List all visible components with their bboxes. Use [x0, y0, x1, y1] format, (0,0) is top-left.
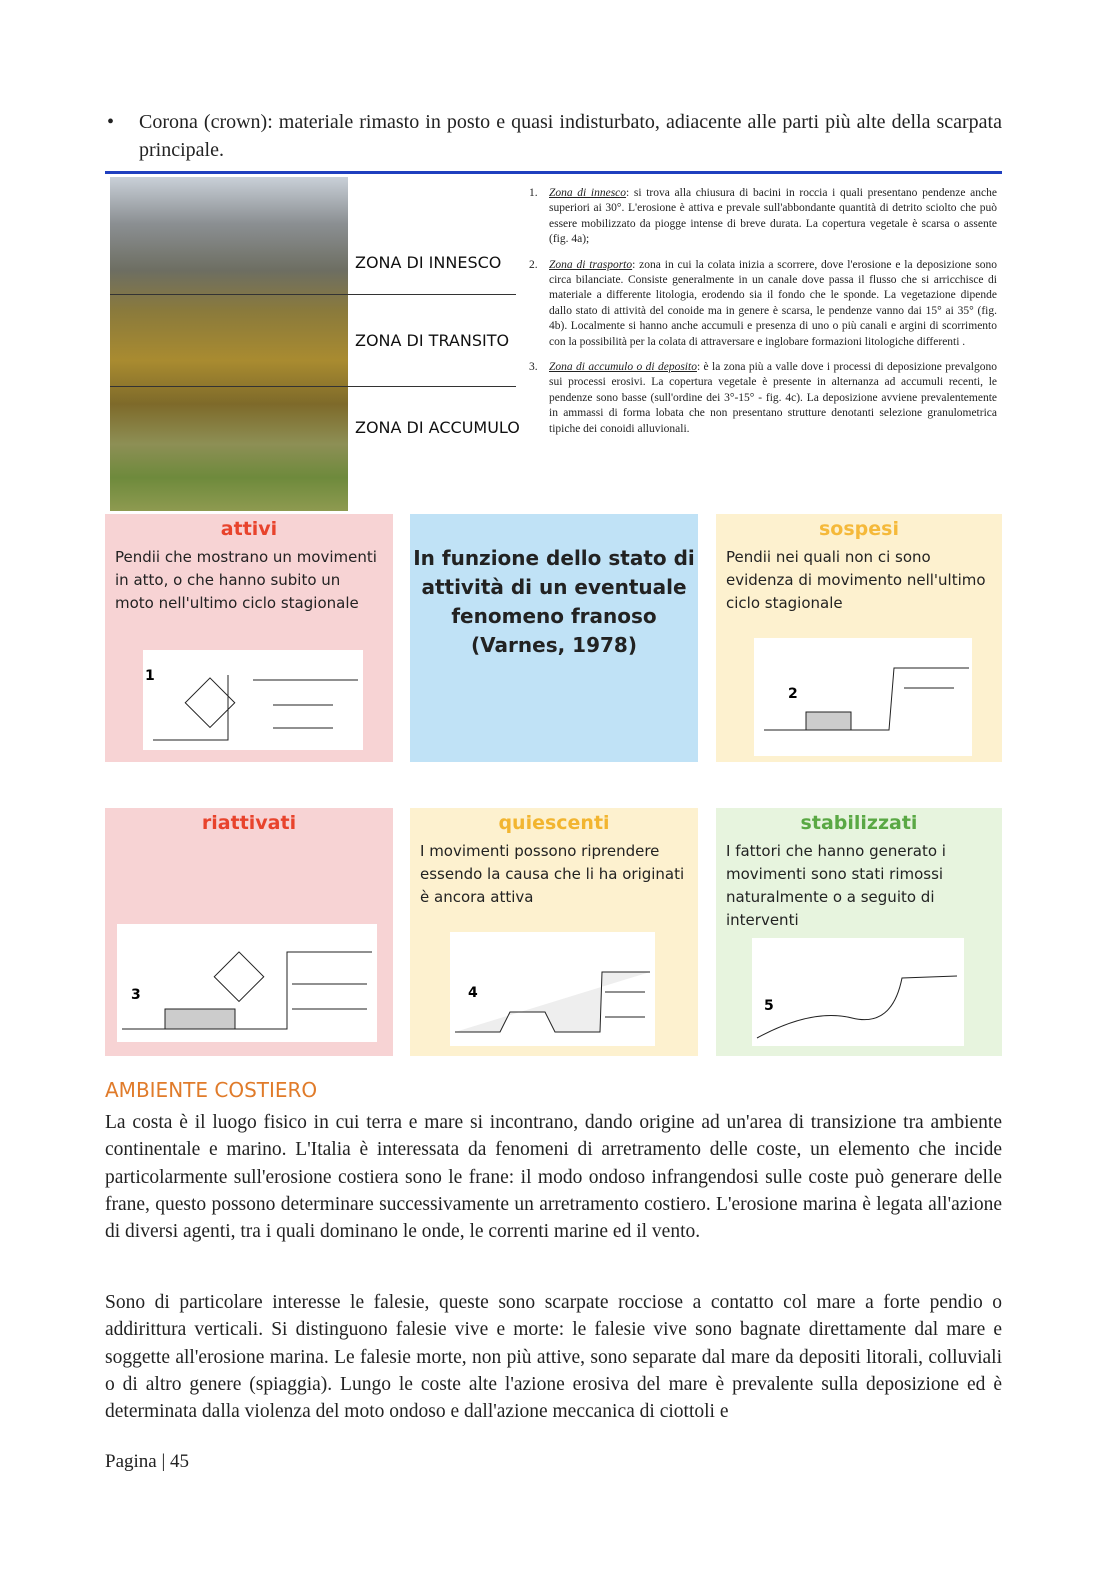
landslide-diagram	[752, 938, 964, 1046]
landslide-diagram	[117, 924, 377, 1042]
box-riattivati	[105, 808, 393, 1056]
zone-list	[527, 186, 997, 447]
figure-number: 3	[131, 987, 141, 1003]
box-title: attivi	[220, 518, 278, 540]
paragraph: Sono di particolare interesse le falesie, queste sono scarpate rocciose a contatto col mare a forte pendio o addirittura verticali. Si distinguono falesie vive e morte: le falesie vive sono bagnate direttamente dal mare e soggette all'erosione marina. Le falesie morte, non più attive, sono separate dal mare da depositi litorali, colluviali o di altro genere (spiaggia). Lungo le coste alte l'azione erosiva del mare è prevalente sulla deposizione ed è determinata dalla violenza del moto ondoso e dall'azione meccanica di ciottoli e	[105, 1292, 1002, 1423]
page-number: 45	[170, 1451, 190, 1472]
list-term: Zona di accumulo o di deposito	[549, 361, 697, 374]
figure-number: 2	[788, 686, 798, 702]
list-text: : è la zona più a valle dove i processi di deposizione prevalgono sui processi erosivi. La copertura vegetale è presente in alternanza ad accumuli recenti, le pendenze sono basse (sull'ordine dei 3°-15° - fig. 4c). La deposizione avviene prevalentemente in ammassi di forma lobata che non presentano strutture denotanti selezione granulometrica tipiche dei conoidi alluvionali.	[549, 361, 998, 435]
box-title: stabilizzati	[800, 812, 918, 834]
bullet-text: Corona (crown): materiale rimasto in posto e quasi indisturbato, adiacente alle parti più alte della scarpata principale.	[139, 111, 1002, 161]
list-text: : si trova alla chiusura di bacini in roccia i quali presentano pendenze anche superiori ai 30°. L'erosione è attiva e prevale sull'abbondante quantità di detrito sciolto che può essere mobilizzato da piogge intense di breve durata. La copertura vegetale è scarsa o assente (fig. 4a);	[549, 187, 997, 246]
list-item	[527, 360, 997, 437]
list-item	[527, 186, 997, 248]
figure-number: 5	[764, 998, 774, 1014]
box-heading: In funzione dello stato di attività di un eventuale fenomeno franoso (Varnes, 1978)	[413, 546, 695, 657]
box-stabilizzati	[716, 808, 1002, 1056]
list-item	[527, 258, 997, 350]
figure-number: 4	[468, 985, 478, 1001]
footer-separator: |	[161, 1451, 166, 1472]
landslide-diagram	[450, 932, 655, 1046]
box-attivi	[105, 514, 393, 762]
box-center	[410, 514, 698, 762]
bullet-icon: •	[107, 111, 115, 133]
list-number: 2.	[529, 258, 538, 271]
figure-number: 1	[145, 668, 155, 684]
list-text: : zona in cui la colata inizia a scorrere, dove l'erosione e la deposizione sono circa bilanciate. Consiste generalmente in un canale dove passa il flusso che si arricchisce di materiale a differente litologia, erodendo sia il fondo che le sponde. La vegetazione dipende dallo stato di attività del conoide ma in genere è scarsa, le pendenze vanno dai 15° ai 35° (fig. 4b). Localmente si hanno anche accumuli e presenza di uno o più canali e argini di scorrimento con la possibilità per la colata di attraversare e inglobare formazioni litologiche differenti .	[549, 258, 997, 348]
box-description: I fattori che hanno generato i movimenti sono stati rimossi naturalmente o a seguito di interventi	[726, 842, 946, 929]
paragraph: La costa è il luogo fisico in cui terra e mare si incontrano, dando origine ad un'area di transizione tra ambiente continentale e marino. L'Italia è interessata da fenomeni di arretramento delle coste, un elemento che incide particolarmente sull'erosione costiera sono le frane: il modo ondoso infrangendosi sulle coste può generare delle frane, questo possono determinare successivamente un arretramento costiero. L'erosione marina è legata all'azione di diversi agenti, tra i quali dominano le onde, le correnti marine ed il vento.	[105, 1112, 1002, 1243]
list-term: Zona di trasporto	[549, 258, 633, 271]
list-number: 1.	[529, 187, 538, 199]
divider	[105, 171, 1002, 174]
box-title: riattivati	[201, 812, 297, 834]
landslide-diagram	[143, 650, 363, 750]
zone-divider	[110, 294, 516, 295]
box-sospesi	[716, 514, 1002, 762]
box-title: quiescenti	[498, 812, 610, 834]
mountain-photo	[110, 177, 348, 511]
section-heading: AMBIENTE COSTIERO	[105, 1078, 318, 1102]
box-description: Pendii nei quali non ci sono evidenza di movimento nell'ultimo ciclo stagionale	[726, 548, 986, 612]
zone-label: ZONA DI TRANSITO	[355, 331, 510, 350]
list-term: Zona di innesco	[549, 187, 627, 199]
bullet-item	[105, 108, 1002, 164]
list-number: 3.	[529, 361, 538, 374]
page-footer	[105, 1451, 189, 1473]
zone-label: ZONA DI INNESCO	[355, 253, 502, 272]
landslide-diagram	[754, 638, 972, 756]
zone-divider	[110, 386, 516, 387]
zone-label: ZONA DI ACCUMULO	[355, 418, 520, 437]
box-description: Pendii che mostrano un movimenti in atto, o che hanno subito un moto nell'ultimo ciclo stagionale	[115, 548, 377, 612]
footer-label: Pagina	[105, 1451, 157, 1472]
box-description: I movimenti possono riprendere essendo la causa che li ha originati è ancora attiva	[420, 842, 685, 906]
box-title: sospesi	[819, 518, 899, 540]
box-quiescenti	[410, 808, 698, 1056]
